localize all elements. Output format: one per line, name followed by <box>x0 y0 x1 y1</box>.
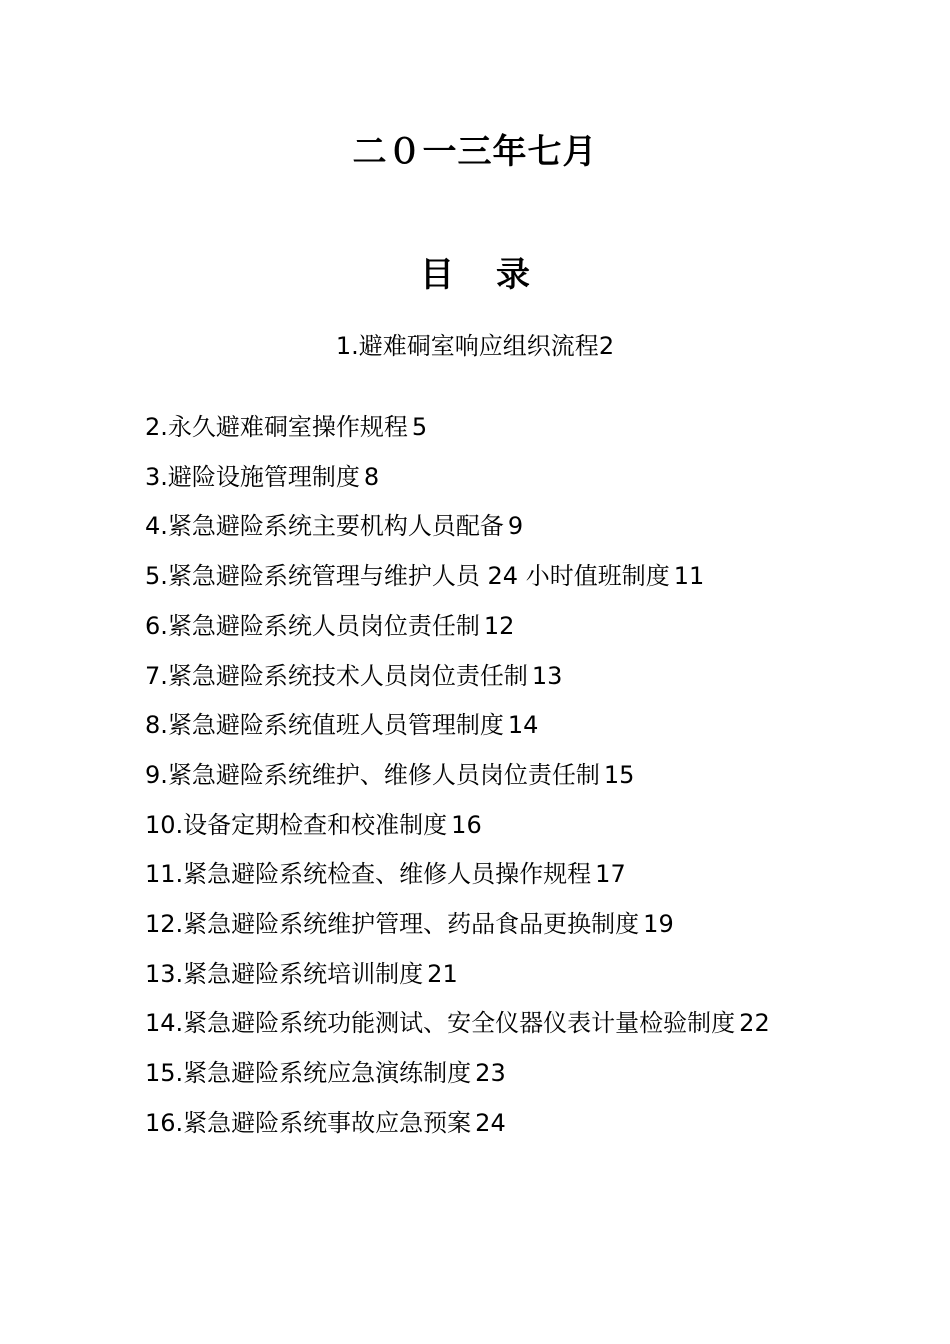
toc-entry[interactable] <box>145 453 825 503</box>
toc-entry[interactable] <box>145 751 825 801</box>
toc-entry[interactable] <box>145 801 825 851</box>
toc-title-char-2: 录 <box>496 255 530 295</box>
toc-entry[interactable] <box>145 652 825 702</box>
toc-entry-page: 8 <box>363 462 380 491</box>
toc-entry-1[interactable] <box>0 329 950 363</box>
toc-entry-title: 12.紧急避险系统维护管理、药品食品更换制度 <box>145 910 640 939</box>
toc-entry-page: 21 <box>427 959 458 988</box>
toc-entry-page: 17 <box>595 860 626 889</box>
toc-list <box>145 403 825 1149</box>
toc-entry[interactable] <box>145 950 825 1000</box>
toc-entry[interactable] <box>145 1099 825 1149</box>
toc-entry-title: 10.设备定期检查和校准制度 <box>145 810 448 839</box>
toc-entry-title: 8.紧急避险系统值班人员管理制度 <box>145 711 504 740</box>
toc-entry[interactable] <box>145 403 825 453</box>
toc-entry-page: 22 <box>739 1009 770 1038</box>
toc-entry[interactable] <box>145 701 825 751</box>
toc-entry-title: 7.紧急避险系统技术人员岗位责任制 <box>145 661 528 690</box>
toc-entry[interactable] <box>145 900 825 950</box>
toc-entry-title: 14.紧急避险系统功能测试、安全仪器仪表计量检验制度 <box>145 1009 736 1038</box>
toc-entry-page: 11 <box>673 562 705 591</box>
toc-entry[interactable] <box>145 1049 825 1099</box>
toc-entry-title: 13.紧急避险系统培训制度 <box>145 959 424 988</box>
toc-entry-title: 6.紧急避险系统人员岗位责任制 <box>145 611 480 640</box>
toc-entry[interactable] <box>145 999 825 1049</box>
toc-entry-title: 15.紧急避险系统应急演练制度 <box>145 1059 472 1088</box>
toc-entry-page: 2 <box>598 332 615 360</box>
toc-entry-page: 15 <box>603 760 635 789</box>
toc-entry-title: 3.避险设施管理制度 <box>145 462 360 491</box>
toc-entry-title: 4.紧急避险系统主要机构人员配备 <box>145 512 504 541</box>
toc-entry-page: 24 <box>475 1108 506 1137</box>
toc-entry[interactable] <box>145 850 825 900</box>
date-heading: 二０一三年七月 <box>352 132 598 172</box>
toc-entry-page: 5 <box>411 413 428 441</box>
toc-entry-page: 16 <box>451 810 482 839</box>
toc-title-char-1: 目 <box>420 255 454 295</box>
toc-entry-page: 14 <box>507 711 539 740</box>
toc-entry[interactable] <box>145 552 825 602</box>
toc-entry-page: 9 <box>507 512 524 541</box>
toc-entry[interactable] <box>145 502 825 552</box>
toc-entry-title: 1.避难硐室响应组织流程 <box>335 332 599 360</box>
toc-entry-title: 5.紧急避险系统管理与维护人员 24 小时值班制度 <box>145 562 670 591</box>
toc-entry-title: 16.紧急避险系统事故应急预案 <box>145 1108 472 1137</box>
toc-entry-title: 9.紧急避险系统维护、维修人员岗位责任制 <box>145 760 600 789</box>
toc-entry-page: 19 <box>643 910 674 939</box>
toc-entry-title: 11.紧急避险系统检查、维修人员操作规程 <box>145 860 592 889</box>
toc-entry[interactable] <box>145 602 825 652</box>
toc-entry-page: 12 <box>483 611 515 640</box>
toc-entry-page: 23 <box>475 1059 506 1088</box>
toc-title <box>0 249 950 301</box>
toc-entry-page: 13 <box>531 661 563 690</box>
toc-entry-title: 2.永久避难硐室操作规程 <box>145 413 408 441</box>
